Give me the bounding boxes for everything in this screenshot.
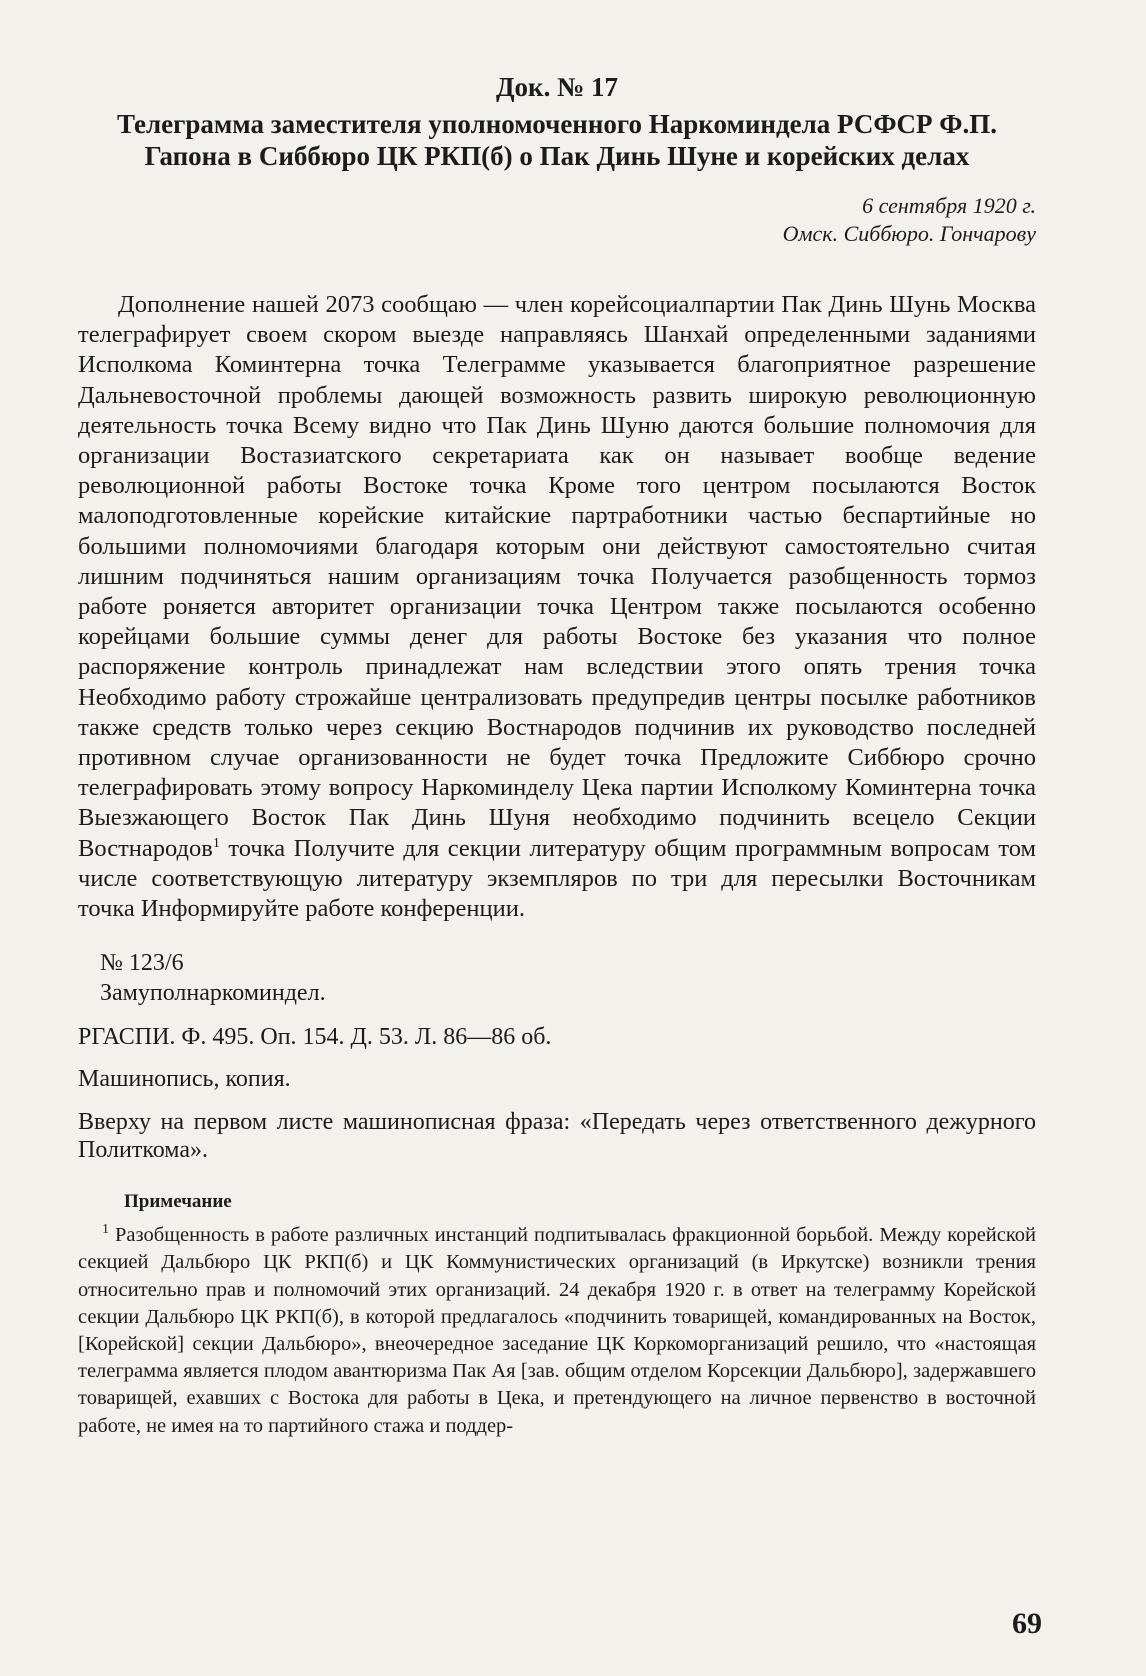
footnote-reference: 1 — [212, 835, 220, 851]
typescript-note: Машинопись, копия. — [78, 1066, 291, 1093]
signature-block — [78, 948, 1036, 1008]
telegram-number: № 123/6 — [100, 950, 184, 977]
footnote-text: Разобщенность в работе различных инстанций подпитывалась фракционной борьбой. Между корейской секцией Дальбюро ЦК РКП(б) и ЦК Коммунистических организаций (в Иркутске) возникли трения относительно прав и полномочий этих организаций. 24 декабря 1920 г. в ответ на телеграмму Корейской секции Дальбюро ЦК РКП(б), в которой предлагалось «подчинить товарищей, командированных на Восток, [Корейской] секции Дальбюро», внеочередное заседание ЦК Коркоморганизаций решило, что «настоящая телеграмма является плодом авантюризма Пак Ая [зав. общим отделом Корсекции Дальбюро], задержавшего товарищей, ехавших с Востока для работы в Цека, и претендующего на личное первенство в восточной работе, не имея на то партийного стажа и поддер- — [78, 1224, 1036, 1437]
document-addressee: Омск. Сиббюро. Гончарову — [782, 221, 1036, 246]
telegram-sender: Замуполнаркоминдел. — [100, 980, 326, 1007]
notes-heading: Примечание — [124, 1191, 232, 1213]
document-page — [78, 72, 1036, 1440]
document-title: Телеграмма заместителя уполномоченного Наркоминдела РСФСР Ф.П. Гапона в Сиббюро ЦК РКП(б) о Пак Динь Шуне и корейских делах — [117, 109, 997, 171]
telegram-body — [78, 290, 1036, 924]
archive-reference: РГАСПИ. Ф. 495. Оп. 154. Д. 53. Л. 86—86 об. — [78, 1024, 552, 1051]
telegram-text-tail: точка Получите для секции литературу общим программным вопросам том числе соответствующую литературу экземпляров по три для пересылки Восточникам точка Информируйте работе конференции. — [78, 834, 1036, 923]
telegram-text: Дополнение нашей 2073 сообщаю — член корейсоциалпартии Пак Динь Шунь Москва телеграфирует своем скором выезде направляясь Шанхай определенными заданиями Исполкома Коминтерна точка Телеграмме указывается благоприятное разрешение Дальневосточной проблемы дающей возможность развить широкую революционную деятельность точка Всему видно что Пак Динь Шуню даются большие полномочия для организации Востазиатского секретариата как он называет вообще ведение революционной работы Востоке точка Кроме того центром посылаются Восток малоподготовленные корейские китайские партработники частью беспартийные но большими полномочиями благодаря которым они действуют самостоятельно считая лишним подчиняться нашим организациям точка Получается разобщенность тормоз работе роняется авторитет организации точка Центром также посылаются особенно корейцами большие суммы денег для работы Востоке без указания что полное распоряжение контроль принадлежат нам вследствии этого опять трения точка Необходимо работу строжайше централизовать предупредив центры посылке работников также средств только через секцию Востнародов подчинив их руководство последней противном случае организованности не будет точка Предложите Сиббюро срочно телеграфировать этому вопросу Наркоминделу Цека партии Исполкому Коминтерна точка Выезжающего Восток Пак Динь Шуня необходимо подчинить всецело Секции Востнародов — [78, 291, 1036, 862]
footnote — [78, 1222, 1036, 1440]
telegram-paragraph — [78, 290, 1036, 924]
page-number: 69 — [1012, 1607, 1042, 1640]
header-phrase-note: Вверху на первом листе машинописная фраза: «Передать через ответственного дежурного Политкома». — [78, 1109, 1036, 1164]
document-number: Док. № 17 — [495, 72, 618, 102]
footnote-marker: 1 — [102, 1222, 109, 1238]
document-meta — [78, 192, 1036, 248]
document-date: 6 сентября 1920 г. — [862, 193, 1036, 218]
footnote-paragraph — [78, 1222, 1036, 1440]
